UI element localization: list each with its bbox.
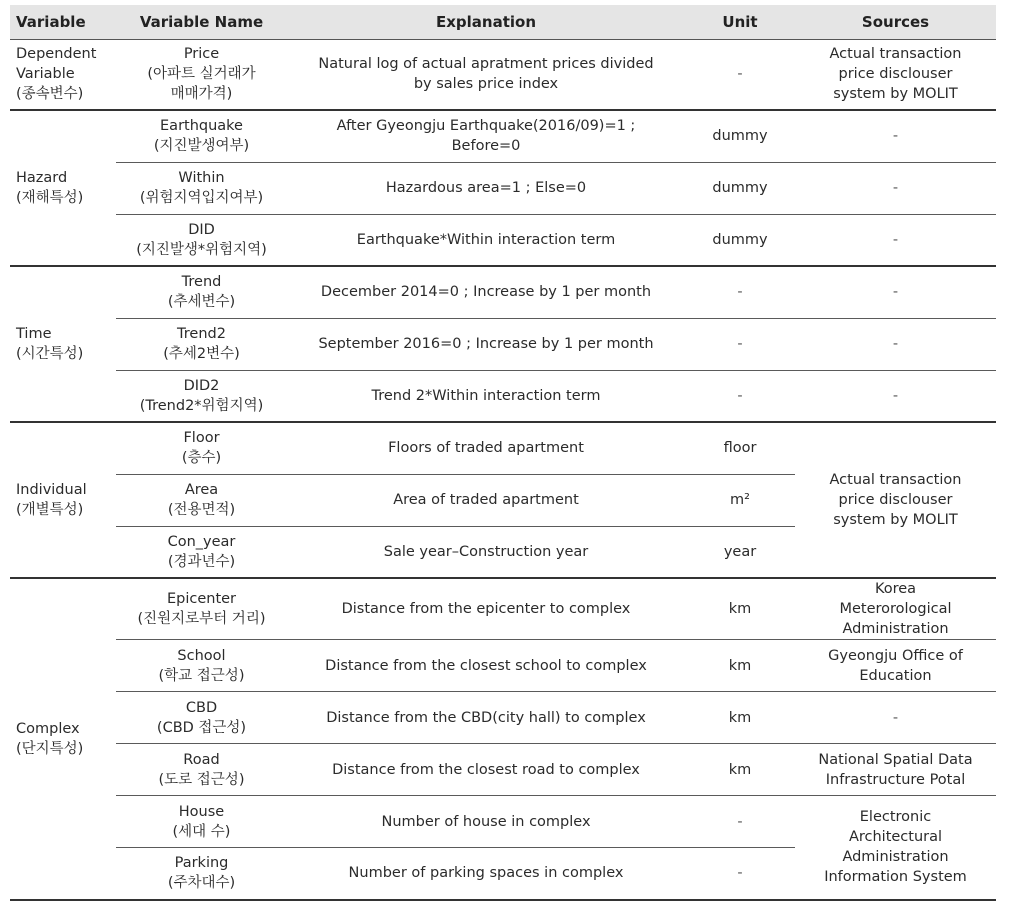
- header-explanation: Explanation: [287, 5, 685, 39]
- source-cell: -: [795, 318, 996, 370]
- variable-name: Trend2: [177, 326, 226, 342]
- explanation-cell: Distance from the epicenter to complex: [287, 578, 685, 640]
- variable-name-cell: [116, 110, 287, 162]
- table-row: [10, 39, 996, 110]
- variable-name-cell: [116, 474, 287, 526]
- group-label: Complex: [16, 720, 80, 737]
- variable-name: Con_year: [167, 533, 236, 550]
- explanation-cell: Hazardous area=1 ; Else=0: [287, 162, 685, 214]
- unit-cell: m²: [685, 474, 795, 526]
- variable-name-cell: [116, 848, 287, 900]
- explanation-cell: Distance from the CBD(city hall) to complex: [287, 692, 685, 744]
- variable-name-cell: [116, 692, 287, 744]
- group-label: Hazard: [16, 170, 68, 186]
- table-row: [10, 266, 996, 318]
- variable-name-kr: (학교 접근성): [158, 667, 245, 684]
- unit-cell: -: [685, 370, 795, 422]
- variable-name-cell: [116, 266, 287, 318]
- group-individual: [10, 422, 116, 578]
- source-cell: -: [795, 692, 996, 744]
- unit-cell: -: [685, 318, 795, 370]
- table-row: [10, 370, 996, 422]
- variable-name: Price: [183, 46, 220, 63]
- variable-name-cell: [116, 422, 287, 474]
- group-label: Individual: [16, 482, 87, 498]
- source-cell: -: [795, 110, 996, 162]
- variable-name-cell: [116, 526, 287, 578]
- explanation-cell: Trend 2*Within interaction term: [287, 370, 685, 422]
- group-label-kr: (종속변수): [16, 86, 84, 103]
- header-variable-name: Variable Name: [116, 5, 287, 39]
- source-cell: National Spatial Data Infrastructure Potal: [795, 744, 996, 796]
- table-row: [10, 692, 996, 744]
- variable-name: House: [178, 803, 225, 820]
- table-row: [10, 422, 996, 474]
- variable-name-kr: (지진발생*위험지역): [136, 241, 267, 258]
- variable-name-kr: (주차대수): [167, 875, 236, 892]
- variable-name-cell: [116, 578, 287, 640]
- unit-cell: -: [685, 796, 795, 848]
- source-cell: -: [795, 162, 996, 214]
- variable-name-cell: [116, 214, 287, 266]
- variable-name-kr: (CBD 접근성): [156, 719, 247, 736]
- group-hazard: [10, 110, 116, 266]
- table-row: [10, 796, 996, 848]
- explanation-cell: Natural log of actual apratment prices divided by sales price index: [287, 39, 685, 110]
- variable-name: Area: [184, 482, 219, 498]
- variable-name-kr: (위험지역입지여부): [139, 190, 264, 206]
- variable-name-kr: (경과년수): [167, 553, 236, 570]
- variable-name: Parking: [174, 855, 229, 872]
- explanation-cell: Number of house in complex: [287, 796, 685, 848]
- unit-cell: km: [685, 640, 795, 692]
- table-row: [10, 318, 996, 370]
- variable-name-cell: [116, 318, 287, 370]
- explanation-cell: Number of parking spaces in complex: [287, 848, 685, 900]
- header-variable: Variable: [10, 5, 116, 39]
- variable-table: [10, 5, 996, 901]
- source-cell: -: [795, 370, 996, 422]
- unit-cell: km: [685, 692, 795, 744]
- group-dependent: [10, 39, 116, 110]
- source-cell: Gyeongju Office of Education: [795, 640, 996, 692]
- unit-cell: km: [685, 578, 795, 640]
- table-row: [10, 214, 996, 266]
- source-cell: -: [795, 266, 996, 318]
- variable-name-kr: (진원지로부터 거리): [137, 611, 266, 627]
- unit-cell: year: [685, 526, 795, 578]
- explanation-cell: Earthquake*Within interaction term: [287, 214, 685, 266]
- variable-name: DID2: [183, 377, 220, 394]
- source-cell: Electronic Architectural Administration Information System: [795, 796, 996, 900]
- group-label-kr: (시간특성): [16, 346, 84, 362]
- variable-name-kr: (아파트 실거래가 매매가격): [147, 66, 256, 103]
- unit-cell: -: [685, 266, 795, 318]
- variable-name-cell: [116, 744, 287, 796]
- group-label: Time: [16, 326, 52, 342]
- variable-name: Within: [178, 170, 225, 186]
- variable-name: Trend: [181, 274, 222, 291]
- unit-cell: -: [685, 848, 795, 900]
- header-row: [10, 5, 996, 39]
- source-cell: Actual transaction price disclouser system by MOLIT: [795, 422, 996, 578]
- unit-cell: dummy: [685, 214, 795, 266]
- variable-name-kr: (도로 접근성): [158, 771, 245, 788]
- variable-name-kr: (층수): [181, 450, 222, 467]
- variable-name-kr: (추세2변수): [163, 346, 240, 362]
- variable-name-cell: [116, 370, 287, 422]
- unit-cell: floor: [685, 422, 795, 474]
- variable-name-cell: [116, 796, 287, 848]
- unit-cell: dummy: [685, 110, 795, 162]
- explanation-cell: Floors of traded apartment: [287, 422, 685, 474]
- variable-name: Road: [183, 751, 220, 768]
- group-time: [10, 266, 116, 422]
- variable-name-cell: [116, 39, 287, 110]
- explanation-cell: September 2016=0 ; Increase by 1 per month: [287, 318, 685, 370]
- variable-name-kr: (지진발생여부): [153, 138, 250, 155]
- source-cell: Korea Meterorological Administration: [795, 578, 996, 640]
- explanation-cell: Area of traded apartment: [287, 474, 685, 526]
- source-cell: -: [795, 214, 996, 266]
- variable-name-cell: [116, 640, 287, 692]
- variable-name: Earthquake: [160, 118, 243, 135]
- table-row: [10, 110, 996, 162]
- unit-cell: km: [685, 744, 795, 796]
- group-label-kr: (재해특성): [16, 190, 84, 206]
- explanation-cell: December 2014=0 ; Increase by 1 per month: [287, 266, 685, 318]
- variable-name-kr: (Trend2*위험지역): [139, 397, 264, 414]
- variable-name-cell: [116, 162, 287, 214]
- table-row: [10, 744, 996, 796]
- variable-name: CBD: [185, 699, 218, 716]
- variable-name-kr: (추세변수): [167, 294, 236, 311]
- group-label-kr: (개별특성): [16, 502, 84, 518]
- explanation-cell: After Gyeongju Earthquake(2016/09)=1 ; Before=0: [287, 110, 685, 162]
- header-sources: Sources: [795, 5, 996, 39]
- variable-name: Floor: [183, 430, 220, 447]
- group-label-kr: (단지특성): [16, 740, 84, 757]
- explanation-cell: Distance from the closest road to complex: [287, 744, 685, 796]
- source-cell: Actual transaction price disclouser system by MOLIT: [795, 39, 996, 110]
- table-row: [10, 162, 996, 214]
- explanation-cell: Sale year–Construction year: [287, 526, 685, 578]
- variable-name: Epicenter: [166, 591, 237, 607]
- group-complex: [10, 578, 116, 900]
- group-label: Dependent Variable: [16, 46, 97, 83]
- variable-name-kr: (세대 수): [172, 823, 231, 840]
- table-row: [10, 578, 996, 640]
- variable-name: DID: [188, 221, 215, 238]
- explanation-cell: Distance from the closest school to complex: [287, 640, 685, 692]
- table-row: [10, 640, 996, 692]
- variable-name-kr: (전용면적): [167, 502, 236, 518]
- variable-name: School: [177, 647, 226, 664]
- unit-cell: -: [685, 39, 795, 110]
- header-unit: Unit: [685, 5, 795, 39]
- unit-cell: dummy: [685, 162, 795, 214]
